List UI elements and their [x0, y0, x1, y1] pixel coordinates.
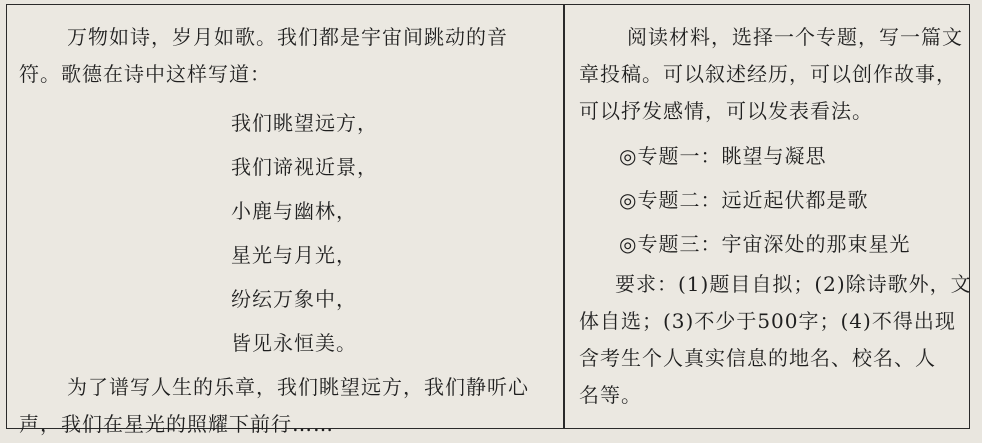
poem-line: 纷纭万象中，: [231, 287, 357, 311]
poem-line: 皆见永恒美。: [231, 331, 357, 355]
intro-line: 符。歌德在诗中这样写道：: [19, 62, 271, 86]
poem-line: 星光与月光，: [231, 243, 357, 267]
requirement-line: 含考生个人真实信息的地名、校名、人: [579, 346, 936, 370]
poem-line: 我们谛视近景，: [231, 155, 378, 179]
topic-item: ◎专题二：远近起伏都是歌: [619, 188, 869, 212]
topic-item: ◎专题一：眺望与凝思: [619, 144, 827, 168]
topic-item: ◎专题三：宇宙深处的那束星光: [619, 232, 911, 256]
task-line: 可以抒发感情，可以发表看法。: [579, 99, 873, 123]
column-divider: [563, 5, 565, 428]
material-column: [19, 19, 549, 443]
poem-line: 小鹿与幽林，: [231, 199, 357, 223]
poem-line: 我们眺望远方，: [231, 111, 378, 135]
requirement-line: 要求：(1)题目自拟；(2)除诗歌外，文: [615, 272, 972, 296]
task-line: 阅读材料，选择一个专题，写一篇文: [627, 25, 963, 49]
requirement-line: 名等。: [579, 383, 642, 407]
outro-line: 为了谱写人生的乐章，我们眺望远方，我们静听心: [67, 375, 529, 399]
requirement-line: 体自选；(3)不少于500字；(4)不得出现: [579, 309, 956, 333]
material-table: [6, 4, 972, 436]
task-line: 章投稿。可以叙述经历，可以创作故事，: [579, 62, 957, 86]
task-column: [579, 19, 972, 414]
intro-line: 万物如诗，岁月如歌。我们都是宇宙间跳动的音: [67, 25, 508, 49]
outro-line: 声，我们在星光的照耀下前行……: [19, 412, 334, 436]
